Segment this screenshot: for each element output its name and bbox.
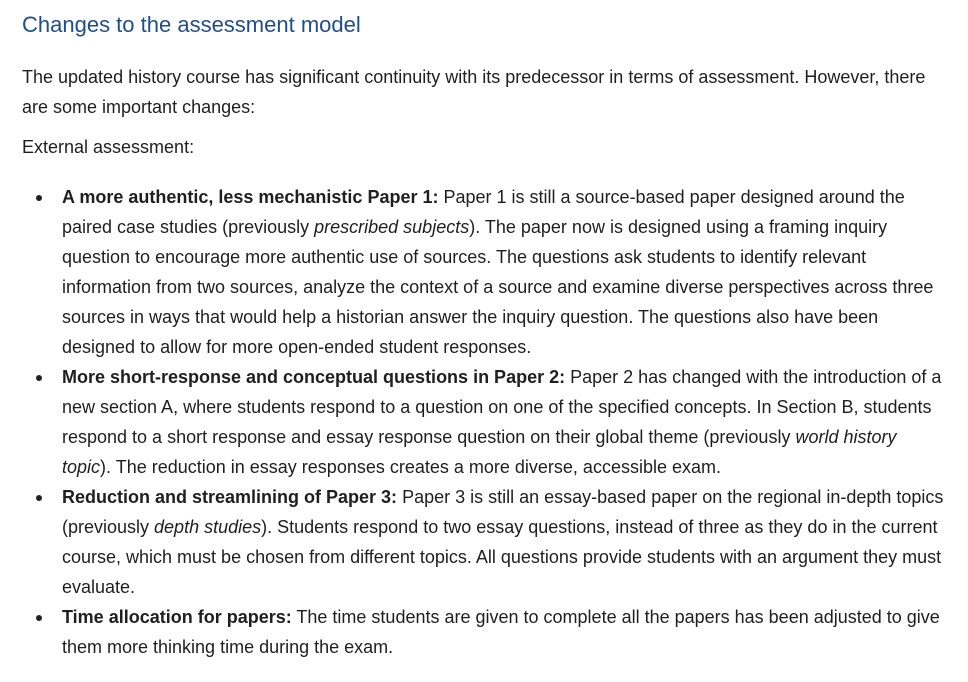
item-lead: More short-response and conceptual questions in Paper 2: [62,367,566,387]
item-text-continued: ). Students respond to two essay questions, instead of three as they do in the current course, which must be chosen from different topics. All questions provide students with an argument they must evaluate. [62,517,942,597]
intro-paragraph: The updated history course has significant continuity with its predecessor in terms of assessment. However, there are some important changes: [22,67,926,117]
item-text: Paper 2 has changed with the introduction of a new section A, where students respond to a question on one of the specified concepts. In Section B, students respond to a short response and essay response question on their global theme (previously [62,367,942,447]
item-text: The time students are given to complete all the papers has been adjusted to give them more thinking time during the exam. [62,607,940,657]
item-text-continued: ). The reduction in essay responses creates a more diverse, accessible exam. [100,457,721,477]
item-text: Paper 3 is still an essay-based paper on the regional in-depth topics (previously [62,487,944,537]
bullet-icon [36,195,42,201]
list-item-paper-2 [22,362,946,482]
item-lead: Time allocation for papers: [62,607,292,627]
item-text: Paper 1 is still a source-based paper designed around the paired case studies (previously [62,187,905,237]
item-lead: Reduction and streamlining of Paper 3: [62,487,398,507]
item-emphasis: depth studies [154,517,262,537]
item-text-continued: ). The paper now is designed using a framing inquiry question to encourage more authentic use of sources. The questions ask students to identify relevant information from two sources, analyze the context of a source and examine diverse perspectives across three sources in ways that would help a historian answer the inquiry question. The questions also have been designed to allow for more open-ended student responses. [62,217,934,357]
list-item-paper-1 [22,182,946,362]
bullet-icon [36,615,42,621]
item-lead: A more authentic, less mechanistic Paper 1: [62,187,439,207]
item-emphasis: world history topic [62,427,897,477]
bullet-icon [36,375,42,381]
item-emphasis: prescribed subjects [314,217,470,237]
section-heading: Changes to the assessment model [22,12,361,37]
external-assessment-label: External assessment: [22,137,195,157]
changes-list [22,182,946,662]
list-item-paper-3 [22,482,946,602]
bullet-icon [36,495,42,501]
list-item-time-allocation [22,602,946,662]
